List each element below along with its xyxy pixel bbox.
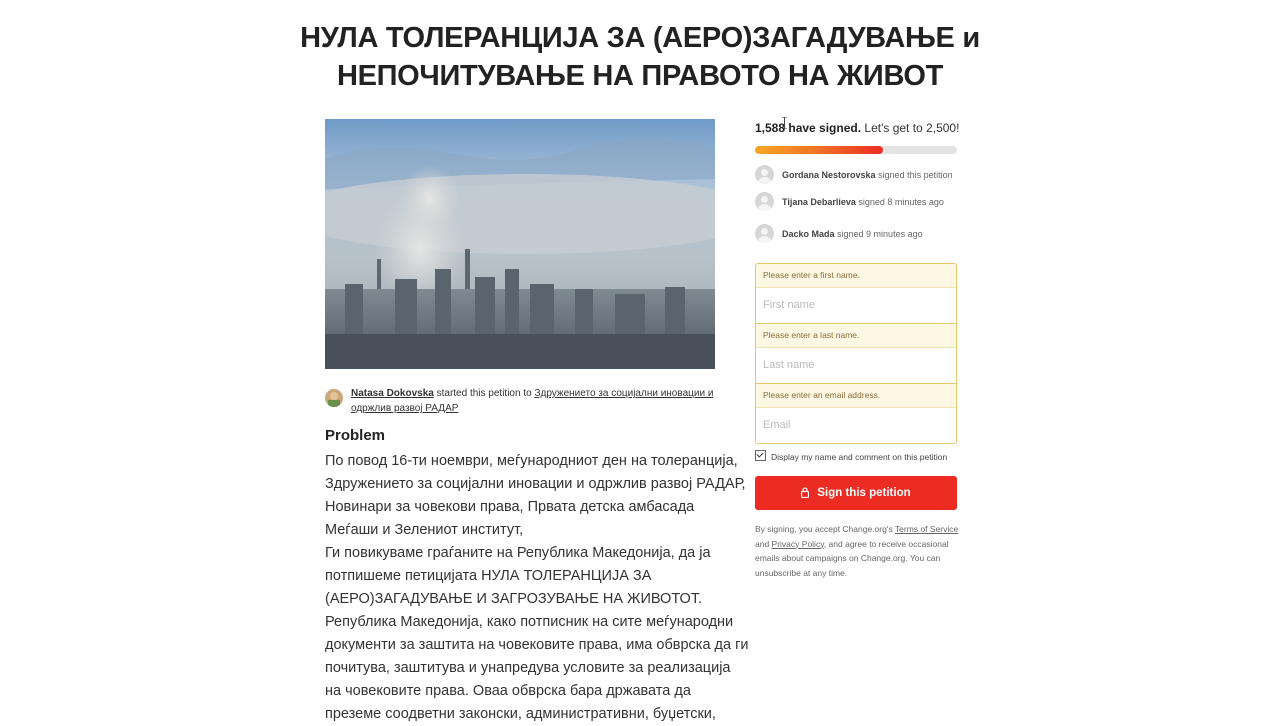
problem-line: на човековите права. Оваа обврска бара државата да [325,683,691,699]
last-name-error: Please enter a last name. [756,323,956,347]
starter-avatar [325,389,343,407]
signer-avatar-icon [755,224,774,243]
display-name-option[interactable] [755,450,947,462]
problem-text [325,450,749,726]
signer-avatar-icon [755,165,774,184]
problem-line: почитува, заштитува и унапредува условите за реализација [325,660,731,676]
petition-title [250,19,1030,95]
recent-signer [755,192,944,212]
sign-button-label: Sign this petition [817,487,911,499]
signer-action: signed 8 minutes ago [855,197,944,207]
petition-title-line1: НУЛА ТОЛЕРАНЦИЈА ЗА (АЕРО)ЗАГАДУВАЊЕ и [300,22,980,55]
signature-progress-bar [755,146,957,154]
starter-action: started this petition to [433,388,535,399]
starter-name[interactable]: Natasa Dokovska [351,388,434,399]
first-name-error: Please enter a first name. [763,270,860,280]
recent-signer [755,165,953,185]
signature-count: 1,588 have signed. Let's get to 2,500! [755,121,960,135]
privacy-policy-link[interactable]: Privacy Policy [771,538,824,549]
first-name-input[interactable]: First name [756,287,956,323]
text-cursor-icon [782,117,787,129]
petition-target-link[interactable]: Здружението за социјални иновации и одржлив развој РАДАР [351,388,714,414]
recent-signer [755,224,923,244]
petition-image [325,119,715,369]
display-name-checkbox[interactable] [755,450,766,461]
signer-name: Tijana Debarlieva [782,197,856,207]
problem-heading: Problem [325,427,386,444]
lock-icon [801,487,809,498]
problem-line: Меѓаши и Зелениот институт, [325,522,524,538]
signature-form [755,263,957,444]
signer-action: signed 9 minutes ago [834,229,923,239]
problem-line: преземе соодветни законски, административни, буџетски, [325,706,716,722]
problem-line: Република Македонија, како потписник на сите меѓународни [325,614,734,630]
display-name-label: Display my name and comment on this petition [771,452,948,462]
signer-action: signed this petition [875,170,953,180]
problem-line: потпишеме петицијата НУЛА ТОЛЕРАНЦИЈА ЗА [325,568,652,584]
signer-name: Dacko Mada [782,229,835,239]
problem-line: документи за заштита на човековите права, има обврска да ги [325,637,749,653]
problem-line: Здружението за социјални иновации и одржлив развој РАДАР, [325,476,746,492]
last-name-input[interactable]: Last name [756,347,956,383]
count-value: 1,588 [755,121,786,135]
problem-line: (АЕРО)ЗАГАДУВАЊЕ И ЗАГРОЗУВАЊЕ НА ЖИВОТОТ. [325,591,703,607]
email-error: Please enter an email address. [756,383,956,407]
email-input[interactable]: Email [756,407,956,443]
signer-avatar-icon [755,192,774,211]
sign-petition-button[interactable] [755,476,957,510]
problem-line: Ги повикуваме граѓаните на Република Македонија, да ја [325,545,711,561]
signer-name: Gordana Nestorovska [782,170,876,180]
legal-disclaimer: By signing, you accept Change.org's Terms of Service and Privacy Policy, and agree to receive occasional emails about campaigns on Change.org. You can unsubscribe at any time. [755,524,959,578]
problem-line: По повод 16-ти ноември, меѓународниот ден на толеранција, [325,453,738,469]
goal-text: Let's get to 2,500! [861,121,960,135]
terms-of-service-link[interactable]: Terms of Service [894,524,959,534]
problem-line: Новинари за човекови права, Првата детска амбасада [325,499,695,515]
progress-fill [755,146,883,154]
petition-title-line2: НЕПОЧИТУВАЊЕ НА ПРАВОТО НА ЖИВОТ [336,60,944,93]
petition-starter [325,386,715,416]
